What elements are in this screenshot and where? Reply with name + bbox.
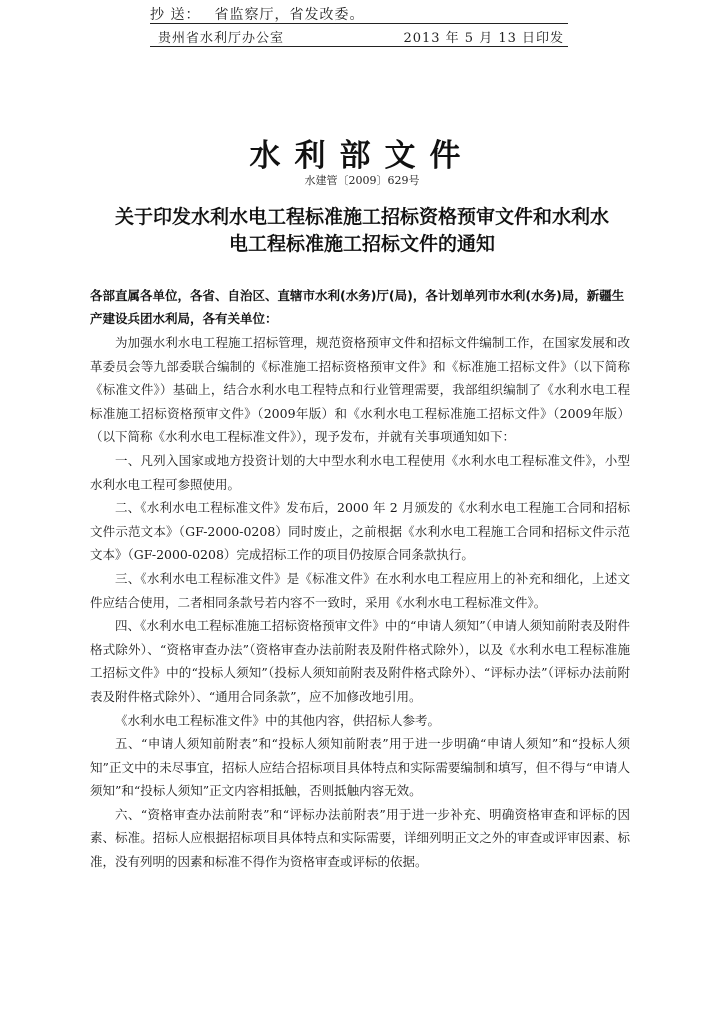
copy-to-line [150, 4, 570, 24]
copy-to-label: 抄 送： [150, 7, 201, 23]
title-line-2: 电工程标准施工招标文件的通知 [228, 233, 495, 255]
copy-to-value: 省监察厅，省发改委。 [214, 7, 365, 23]
document-number: 水建管〔2009〕629号 [304, 174, 420, 187]
paragraph: 《水利水电工程标准文件》中的其他内容，供招标人参考。 [115, 712, 441, 728]
top-rule [150, 23, 568, 24]
issuing-org-title: 水利部文件 [249, 138, 475, 174]
addressee: 各部直属各单位，各省、自治区、直辖市水利(水务)厅(局)，各计划单列市水利(水务)局，新疆生产建设兵团水利局，各有关单位： [90, 288, 625, 326]
paragraph: 五、“申请人须知前附表”和“投标人须知前附表”用于进一步明确“申请人须知”和“投标人须知”正文中的未尽事宜，招标人应结合招标项目具体特点和实际需要编制和填写，但不得与“申请人须知”和“投标人须知”正文内容相抵触，否则抵触内容无效。 [90, 736, 630, 799]
document-title [90, 204, 634, 258]
paragraph: 三、《水利水电工程标准文件》是《标准文件》在水利水电工程应用上的补充和细化，上述文件应结合使用，二者相同条款号若内容不一致时，采用《水利水电工程标准文件》。 [90, 570, 630, 610]
title-line-1: 关于印发水利水电工程标准施工招标资格预审文件和水利水 [114, 206, 609, 228]
paragraph: 为加强水利水电工程施工招标管理，规范资格预审文件和招标文件编制工作，在国家发展和改革委员会等九部委联合编制的《标准施工招标资格预审文件》和《标准施工招标文件》（以下简称《标准文件》）基础上，结合水利水电工程特点和行业管理需要，我部组织编制了《水利水电工程标准施工招标资格预审文件》（2009年版）和《水利水电工程标准施工招标文件》（2009年版）（以下简称《水利水电工程标准文件》），现予发布，并就有关事项通知如下： [90, 335, 630, 445]
paragraph: 二、《水利水电工程标准文件》发布后，2000 年 2 月颁发的《水利水电工程施工合同和招标文件示范文本》（GF-2000-0208）同时废止，之前根据《水利水电工程施工合同和招标文件示范文本》（GF-2000-0208）完成招标工作的项目仍按原合同条款执行。 [90, 500, 630, 563]
paragraph: 四、《水利水电工程标准施工招标资格预审文件》中的“申请人须知”（申请人须知前附表及附件格式除外）、“资格审查办法”（资格审查办法前附表及附件格式除外），以及《水利水电工程标准施工招标文件》中的“投标人须知”（投标人须知前附表及附件格式除外）、“评标办法”（评标办法前附表及附件格式除外）、“通用合同条款”，应不加修改地引用。 [90, 618, 630, 704]
print-date: 2013 年 5 月 13 日印发 [403, 31, 564, 46]
paragraph: 一、凡列入国家或地方投资计划的大中型水利水电工程使用《水利水电工程标准文件》，小型水利水电工程可参照使用。 [90, 452, 630, 492]
document-body [90, 331, 630, 874]
bottom-rule [150, 46, 568, 47]
paragraph: 六、“资格审查办法前附表”和“评标办法前附表”用于进一步补充、明确资格审查和评标的因素、标准。招标人应根据招标项目具体特点和实际需要，详细列明正文之外的审查或评审因素、标准，没有列明的因素和标准不得作为资格审查或评标的依据。 [90, 806, 630, 870]
print-office: 贵州省水利厅办公室 [158, 31, 285, 46]
print-info-line [158, 27, 564, 46]
